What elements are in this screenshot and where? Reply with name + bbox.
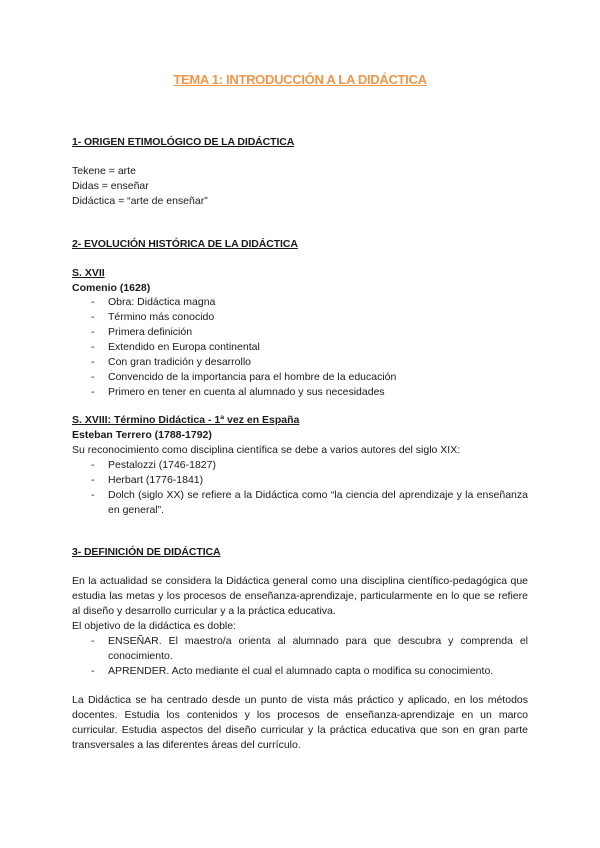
list-item: - APRENDER. Acto mediante el cual el alumnado capta o modifica su conocimiento. [91, 665, 494, 677]
century-18-heading: S. XVIII: Término Didáctica - 1ª vez en España [72, 414, 300, 426]
list-item: - Herbart (1776-1841) [91, 474, 204, 486]
objective-intro: El objetivo de la didáctica es doble: [72, 620, 237, 632]
etymology-line: Didáctica = “arte de enseñar” [72, 195, 208, 207]
list-item: - Dolch (siglo XX) se refiere a la Didáctica como “la ciencia del aprendizaje y la enseñanza en general”. [91, 489, 528, 516]
comenio-author: Comenio (1628) [72, 282, 151, 294]
document-title: TEMA 1: INTRODUCCIÓN A LA DIDÁCTICA [173, 72, 427, 87]
authors-list [91, 458, 528, 518]
terrero-author: Esteban Terrero (1788-1792) [72, 429, 212, 441]
etymology-line: Didas = enseñar [72, 180, 149, 192]
recognition-intro: Su reconocimiento como disciplina científica se debe a varios autores del siglo XIX: [72, 444, 461, 456]
section-2-heading: 2- EVOLUCIÓN HISTÓRICA DE LA DIDÁCTICA [72, 238, 298, 250]
section-3-heading: 3- DEFINICIÓN DE DIDÁCTICA [72, 546, 221, 558]
objectives-list [91, 634, 528, 679]
definition-paragraph: En la actualidad se considera la Didáctica general como una disciplina científico-pedagógica que estudia las metas y los procesos de enseñanza-aprendizaje, particularmente en lo que se refiere al diseño y desarrollo curricular y a la práctica educativa. [72, 575, 528, 617]
list-item: - Pestalozzi (1746-1827) [91, 459, 216, 471]
list-item: - ENSEÑAR. El maestro/a orienta al alumnado para que descubra y comprenda el conocimiento. [91, 635, 528, 662]
etymology-line: Tekene = arte [72, 165, 136, 177]
section-1-heading: 1- ORIGEN ETIMOLÓGICO DE LA DIDÁCTICA [72, 136, 295, 148]
century-17-heading: S. XVII [72, 267, 105, 279]
practice-paragraph: La Didáctica se ha centrado desde un punto de vista más práctico y aplicado, en los métodos docentes. Estudia los contenidos y los procesos de enseñanza-aprendizaje en un marco curricular. Estudia aspectos del diseño curricular y la práctica educativa que son en gran parte transversales a las diferentes áreas del currículo. [72, 694, 528, 751]
